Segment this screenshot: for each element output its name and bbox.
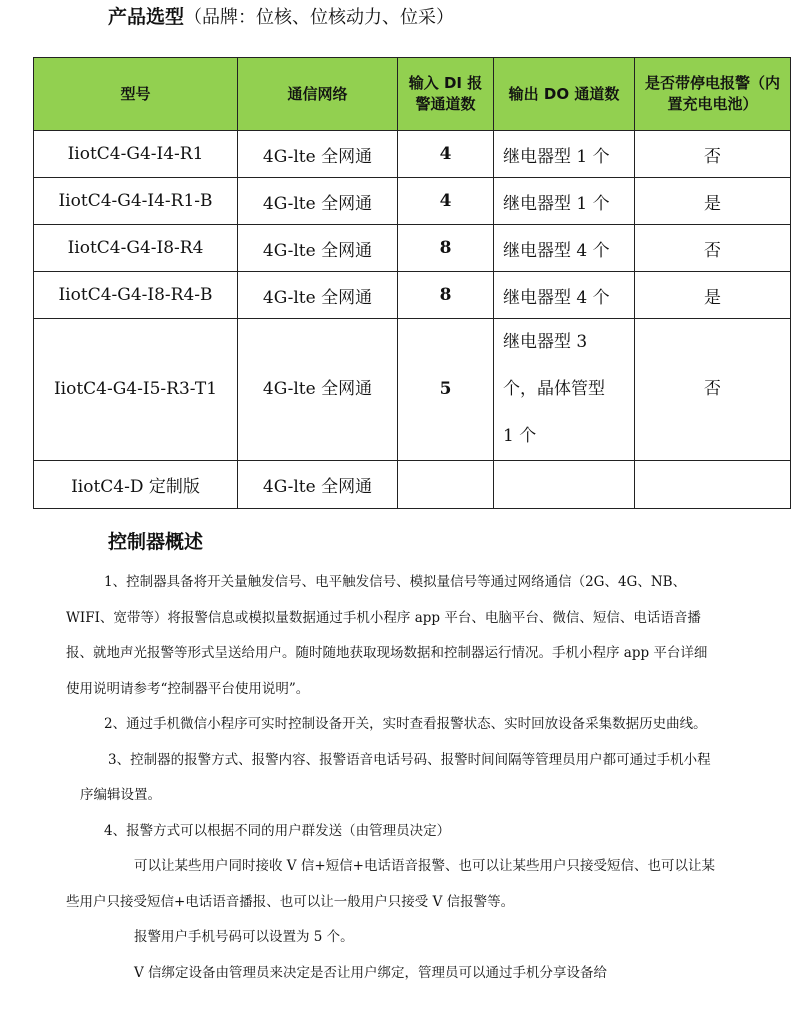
paragraph-6: 报警用户手机号码可以设置为 5 个。 (134, 929, 354, 945)
table-header-row (34, 58, 791, 131)
cell-power-alarm: 是 (635, 178, 791, 225)
paragraph-1: 1、控制器具备将开关量触发信号、电平触发信号、模拟量信号等通过网络通信（2G、4G、NB、WIFI、宽带等）将报警信息或模拟量数据通过手机小程序 app 平台、电脑平台、微信、短信、电话语音播报、就地声光报警等形式呈送给用户。随时随地获取现场数据和控制器运行情况。手机小程序 app 平台详细使用说明请参考“控制器平台使用说明”。 (66, 574, 708, 697)
cell-di: 8 (398, 225, 494, 272)
overview-body (66, 565, 716, 991)
cell-do (494, 319, 635, 461)
paragraph-3: 3、控制器的报警方式、报警内容、报警语音电话号码、报警时间间隔等管理员用户都可通过手机小程序编辑设置。 (80, 751, 711, 803)
cell-network: 4G-lte 全网通 (238, 178, 398, 225)
table-row (34, 461, 791, 509)
product-selection-table (33, 57, 791, 509)
cell-model: IiotC4-G4-I4-R1-B (34, 178, 238, 225)
paragraph-2: 2、通过手机微信小程序可实时控制设备开关，实时查看报警状态、实时回放设备采集数据历史曲线。 (104, 716, 707, 732)
cell-model: IiotC4-D 定制版 (34, 461, 238, 509)
header-di: 输入 DI 报警通道数 (398, 58, 494, 131)
table-row (34, 319, 791, 461)
cell-network: 4G-lte 全网通 (238, 319, 398, 461)
cell-di: 5 (398, 319, 494, 461)
table-row (34, 178, 791, 225)
cell-do: 继电器型 1 个 (494, 178, 635, 225)
cell-do: 继电器型 1 个 (494, 131, 635, 178)
section-title: 控制器概述 (108, 531, 204, 553)
cell-power-alarm (635, 461, 791, 509)
do-line: 继电器型 3 (503, 332, 588, 352)
paragraph-7: V 信绑定设备由管理员来决定是否让用户绑定，管理员可以通过手机分享设备给 (134, 964, 608, 981)
cell-di: 8 (398, 272, 494, 319)
cell-network: 4G-lte 全网通 (238, 461, 398, 509)
cell-power-alarm: 否 (635, 225, 791, 272)
cell-di: 4 (398, 131, 494, 178)
page-title (108, 2, 454, 29)
cell-di: 4 (398, 178, 494, 225)
header-do: 输出 DO 通道数 (494, 58, 635, 131)
cell-model: IiotC4-G4-I8-R4 (34, 225, 238, 272)
header-power-alarm: 是否带停电报警（内置充电电池） (635, 58, 791, 131)
header-model: 型号 (34, 58, 238, 131)
cell-network: 4G-lte 全网通 (238, 131, 398, 178)
cell-power-alarm: 否 (635, 319, 791, 461)
paragraph-4: 4、报警方式可以根据不同的用户群发送（由管理员决定） (104, 822, 451, 839)
cell-model: IiotC4-G4-I5-R3-T1 (34, 319, 238, 461)
cell-do: 继电器型 4 个 (494, 272, 635, 319)
title-brands: （品牌：位核、位核动力、位采） (184, 7, 455, 28)
cell-network: 4G-lte 全网通 (238, 272, 398, 319)
cell-power-alarm: 是 (635, 272, 791, 319)
cell-power-alarm: 否 (635, 131, 791, 178)
cell-do: 继电器型 4 个 (494, 225, 635, 272)
paragraph-5: 可以让某些用户同时接收 V 信+短信+电话语音报警、也可以让某些用户只接受短信、也可以让某些用户只接受短信+电话语音播报、也可以让一般用户只接受 V 信报警等。 (66, 858, 715, 910)
cell-network: 4G-lte 全网通 (238, 225, 398, 272)
header-network: 通信网络 (238, 58, 398, 131)
table-row (34, 131, 791, 178)
do-line: 个，晶体管型 (503, 379, 605, 399)
title-main: 产品选型 (108, 6, 185, 28)
cell-model: IiotC4-G4-I8-R4-B (34, 272, 238, 319)
do-line: 1 个 (503, 426, 537, 446)
table-row (34, 272, 791, 319)
cell-do (494, 461, 635, 509)
cell-di (398, 461, 494, 509)
table-row (34, 225, 791, 272)
cell-model: IiotC4-G4-I4-R1 (34, 131, 238, 178)
